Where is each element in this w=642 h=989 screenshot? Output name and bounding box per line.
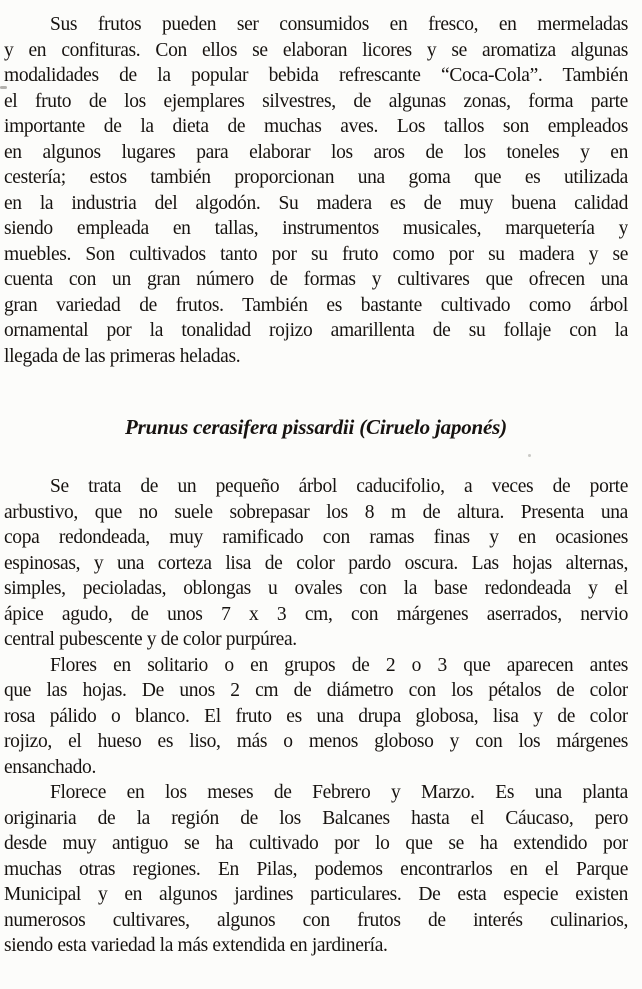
text-line: central pubescente y de color purpúrea.	[4, 629, 297, 650]
text-line: en la industria del algodón. Su madera es de muy buena calidad	[4, 192, 628, 214]
paragraph	[4, 474, 628, 653]
text-line: y en confituras. Con ellos se elaboran licores y se aromatiza algunas	[4, 39, 628, 61]
text-line: llegada de las primeras heladas.	[4, 345, 241, 367]
text-line: numerosos cultivares, algunos con frutos de interés culinarios,	[4, 909, 628, 931]
text-block	[4, 12, 628, 959]
text-line: rojizo, el hueso es liso, más o menos globoso y con los márgenes	[4, 731, 628, 752]
text-line: en algunos lugares para elaborar los aros de los toneles y en	[4, 141, 628, 163]
text-line: copa redondeada, muy ramificado con ramas finas y en ocasiones	[4, 527, 628, 548]
text-line: Florece en los meses de Febrero y Marzo. Es una planta	[50, 782, 628, 803]
text-line: desde muy antiguo se ha cultivado por lo que se ha extendido por	[4, 833, 628, 854]
text-line: ápice agudo, de unos 7 x 3 cm, con márgenes aserrados, nervio	[4, 603, 628, 625]
text-line: siendo empleada en tallas, instrumentos musicales, marquetería y	[4, 218, 628, 239]
text-line: arbustivo, que no suele sobrepasar los 8 m de altura. Presenta una	[4, 501, 628, 523]
text-line: que las hojas. De unos 2 cm de diámetro con los pétalos de color	[4, 680, 628, 701]
text-line: ornamental por la tonalidad rojizo amarillenta de su follaje con la	[4, 320, 628, 341]
text-line: originaria de la región de los Balcanes hasta el Cáucaso, pero	[4, 807, 628, 829]
text-line: siendo esta variedad la más extendida en jardinería.	[4, 935, 388, 956]
paragraph	[4, 653, 628, 781]
text-line: Se trata de un pequeño árbol caducifolio, a veces de porte	[50, 476, 628, 497]
text-line: simples, pecioladas, oblongas u ovales con la base redondeada y el	[4, 578, 628, 599]
text-line: ensanchado.	[4, 756, 96, 778]
text-line: muebles. Son cultivados tanto por su fruto como por su madera y se	[4, 243, 628, 265]
text-line: importante de la dieta de muchas aves. Los tallos son empleados	[4, 116, 628, 137]
text-line: espinosas, y una corteza lisa de color pardo oscura. Las hojas alternas,	[4, 552, 628, 574]
text-line: Municipal y en algunos jardines particulares. De esta especie existen	[4, 884, 628, 905]
text-line: cestería; estos también proporcionan una goma que es utilizada	[4, 167, 628, 188]
text-line: rosa pálido o blanco. El fruto es una drupa globosa, lisa y de color	[4, 705, 628, 727]
text-line: el fruto de los ejemplares silvestres, de algunas zonas, forma parte	[4, 90, 628, 112]
text-line: muchas otras regiones. En Pilas, podemos encontrarlos en el Parque	[4, 858, 628, 880]
paragraph	[4, 12, 628, 369]
text-line: cuenta con un gran número de formas y cultivares que ofrecen una	[4, 269, 628, 290]
scan-artifact	[528, 454, 531, 457]
text-line: modalidades de la popular bebida refrescante “Coca-Cola”. También	[4, 65, 628, 86]
text-line: Flores en solitario o en grupos de 2 o 3 que aparecen antes	[50, 654, 628, 676]
paragraph	[4, 780, 628, 959]
section-heading: Prunus cerasifera pissardii (Ciruelo japonés)	[125, 415, 507, 439]
scan-artifact	[0, 86, 7, 89]
text-line: Sus frutos pueden ser consumidos en fresco, en mermeladas	[50, 14, 628, 35]
text-line: gran variedad de frutos. También es bastante cultivado como árbol	[4, 294, 628, 316]
